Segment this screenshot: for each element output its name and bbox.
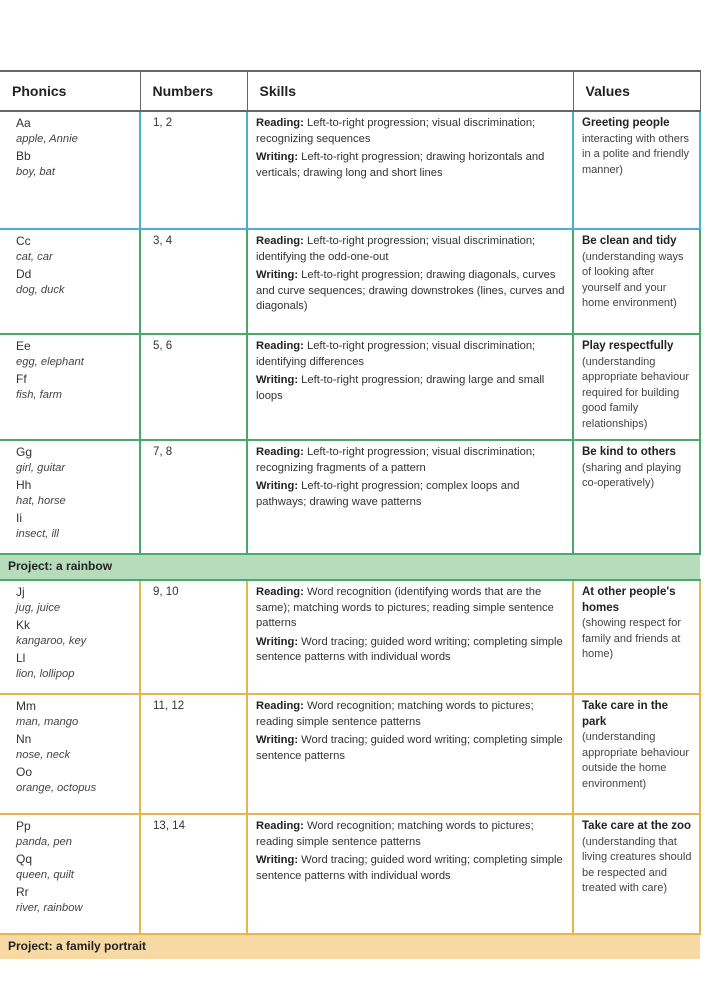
numbers-cell: 7, 8 (140, 440, 247, 554)
value-description: (showing respect for family and friends at home) (582, 617, 682, 660)
values-cell (573, 580, 700, 694)
phonics-words: jug, juice (16, 601, 61, 614)
value-description: (understanding that living creatures should be respected and treated with care) (582, 835, 692, 894)
phonics-words: hat, horse (16, 494, 66, 507)
reading-skill (256, 585, 566, 632)
reading-skill (256, 116, 566, 147)
value-title: Take care at the zoo (582, 820, 692, 832)
writing-skill (256, 853, 566, 884)
phonics-letter: Ii (16, 511, 22, 525)
phonics-letter: Pp (16, 819, 31, 833)
phonics-words: fish, farm (16, 388, 63, 401)
reading-label: Reading: (256, 340, 304, 352)
phonics-letter: Bb (16, 149, 31, 163)
writing-label: Writing: (256, 269, 299, 281)
reading-text: Left-to-right progression; visual discrimination; recognizing sequences (256, 117, 536, 145)
phonics-words: man, mango (16, 715, 79, 728)
value-title: At other people's homes (582, 586, 676, 614)
header-row (0, 71, 700, 111)
project-rainbow: Project: a rainbow (0, 554, 700, 580)
phonics-letter: Nn (16, 732, 32, 746)
table-row (0, 229, 700, 334)
writing-skill (256, 150, 566, 181)
writing-skill (256, 635, 566, 666)
header-numbers: Numbers (140, 71, 247, 111)
skills-cell (247, 111, 573, 229)
phonics-cell (0, 111, 140, 229)
value-description: (understanding ways of looking after yourself and your home environment) (582, 250, 684, 309)
reading-text: Word recognition; matching words to pictures; reading simple sentence patterns (256, 700, 534, 728)
phonics-words: queen, quilt (16, 868, 74, 881)
phonics-letter: Mm (16, 699, 36, 713)
phonics-cell (0, 580, 140, 694)
reading-skill (256, 819, 566, 850)
phonics-letter: Hh (16, 478, 32, 492)
phonics-words: lion, lollipop (16, 667, 75, 680)
phonics-letter: Cc (16, 234, 31, 248)
reading-text: Left-to-right progression; visual discrimination; identifying differences (256, 340, 536, 368)
reading-text: Word recognition (identifying words that are the same); matching words to pictures; reading simple sentence patterns (256, 586, 554, 629)
phonics-words: dog, duck (16, 283, 65, 296)
writing-label: Writing: (256, 374, 299, 386)
writing-text: Left-to-right progression; drawing large and small loops (256, 374, 545, 402)
phonics-letter: Qq (16, 852, 33, 866)
numbers-cell: 3, 4 (140, 229, 247, 334)
table-row (0, 814, 700, 934)
value-description: (understanding appropriate behaviour required for building good family relationships) (582, 355, 690, 430)
skills-cell (247, 814, 573, 934)
table-row (0, 111, 700, 229)
phonics-words: cat, car (16, 250, 53, 263)
project-row (0, 554, 700, 580)
value-description: (understanding appropriate behaviour outside the home environment) (582, 731, 690, 790)
phonics-words: boy, bat (16, 165, 55, 178)
values-cell (573, 814, 700, 934)
reading-text: Left-to-right progression; visual discrimination; identifying the odd-one-out (256, 235, 536, 263)
value-description: (sharing and playing co-operatively) (582, 461, 682, 489)
reading-skill (256, 234, 566, 265)
reading-label: Reading: (256, 820, 304, 832)
phonics-words: orange, octopus (16, 781, 97, 794)
writing-skill (256, 479, 566, 510)
reading-skill (256, 445, 566, 476)
phonics-cell (0, 229, 140, 334)
phonics-words: insect, ill (16, 527, 59, 540)
header-values: Values (573, 71, 700, 111)
reading-text: Word recognition; matching words to pictures; reading simple sentence patterns (256, 820, 534, 848)
project-family-portrait: Project: a family portrait (0, 934, 700, 959)
phonics-words: apple, Annie (16, 132, 78, 145)
skills-cell (247, 334, 573, 440)
skills-cell (247, 580, 573, 694)
table-row (0, 334, 700, 440)
skills-cell (247, 229, 573, 334)
reading-label: Reading: (256, 446, 304, 458)
value-title: Play respectfully (582, 340, 674, 352)
reading-label: Reading: (256, 586, 304, 598)
header-skills: Skills (247, 71, 573, 111)
writing-label: Writing: (256, 151, 299, 163)
phonics-cell (0, 334, 140, 440)
reading-label: Reading: (256, 117, 304, 129)
writing-label: Writing: (256, 480, 299, 492)
writing-text: Left-to-right progression; drawing horizontals and verticals; drawing long and short lines (256, 151, 545, 179)
writing-label: Writing: (256, 854, 299, 866)
table-row (0, 580, 700, 694)
phonics-letter: Ff (16, 372, 27, 386)
phonics-words: panda, pen (16, 835, 72, 848)
header-phonics: Phonics (0, 71, 140, 111)
phonics-words: river, rainbow (16, 901, 83, 914)
phonics-letter: Gg (16, 445, 33, 459)
writing-text: Word tracing; guided word writing; completing simple sentence patterns with individual words (256, 854, 563, 882)
phonics-words: nose, neck (16, 748, 71, 761)
reading-text: Left-to-right progression; visual discrimination; recognizing fragments of a pattern (256, 446, 536, 474)
syllabus-table (0, 70, 701, 959)
numbers-cell: 13, 14 (140, 814, 247, 934)
phonics-letter: Aa (16, 116, 31, 130)
writing-skill (256, 268, 566, 315)
writing-text: Word tracing; guided word writing; completing simple sentence patterns (256, 734, 563, 762)
skills-cell (247, 440, 573, 554)
value-title: Be kind to others (582, 446, 676, 458)
phonics-letter: Ee (16, 339, 31, 353)
phonics-cell (0, 440, 140, 554)
phonics-letter: Oo (16, 765, 33, 779)
phonics-words: kangaroo, key (16, 634, 87, 647)
phonics-words: girl, guitar (16, 461, 66, 474)
writing-text: Left-to-right progression; complex loops and pathways; drawing wave patterns (256, 480, 520, 508)
project-row (0, 934, 700, 959)
phonics-letter: Jj (16, 585, 25, 599)
reading-skill (256, 339, 566, 370)
numbers-cell: 1, 2 (140, 111, 247, 229)
values-cell (573, 229, 700, 334)
numbers-cell: 5, 6 (140, 334, 247, 440)
values-cell (573, 694, 700, 814)
phonics-letter: Kk (16, 618, 31, 632)
writing-label: Writing: (256, 734, 299, 746)
writing-text: Word tracing; guided word writing; completing simple sentence patterns with individual words (256, 635, 563, 663)
numbers-cell: 11, 12 (140, 694, 247, 814)
phonics-words: egg, elephant (16, 355, 84, 368)
table-row (0, 694, 700, 814)
table-row (0, 440, 700, 554)
phonics-cell (0, 814, 140, 934)
reading-skill (256, 699, 566, 730)
values-cell (573, 440, 700, 554)
value-title: Be clean and tidy (582, 235, 677, 247)
syllabus-page (0, 70, 700, 959)
phonics-cell (0, 694, 140, 814)
phonics-letter: Dd (16, 267, 32, 281)
numbers-cell: 9, 10 (140, 580, 247, 694)
value-title: Greeting people (582, 117, 670, 129)
skills-cell (247, 694, 573, 814)
writing-skill (256, 733, 566, 764)
writing-label: Writing: (256, 635, 299, 648)
values-cell (573, 334, 700, 440)
writing-skill (256, 373, 566, 404)
phonics-letter: Rr (16, 885, 29, 899)
value-description: interacting with others in a polite and friendly manner) (582, 132, 690, 176)
reading-label: Reading: (256, 235, 304, 247)
values-cell (573, 111, 700, 229)
value-title: Take care in the park (582, 700, 669, 728)
reading-label: Reading: (256, 700, 304, 712)
writing-text: Left-to-right progression; drawing diagonals, curves and curve sequences; drawing downstrokes (lines, curves and diagonals) (256, 269, 565, 312)
phonics-letter: Ll (16, 651, 26, 665)
